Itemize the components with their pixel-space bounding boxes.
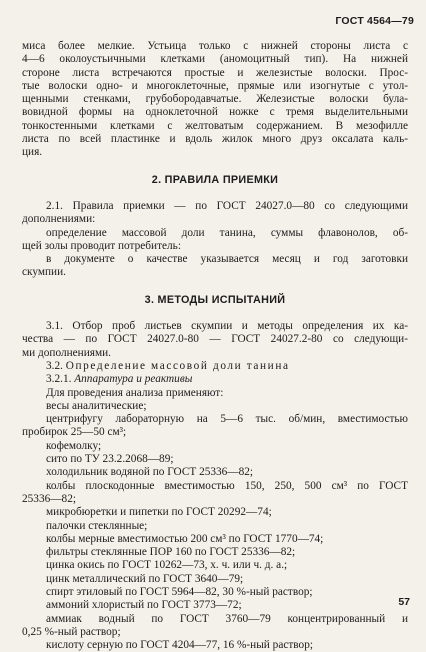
subsection-number: 3.2.1. [46, 373, 72, 386]
paragraph-2-1 [22, 200, 408, 227]
section-heading-test-methods: 3. МЕТОДЫ ИСПЫТАНИЙ [144, 293, 286, 306]
list-item: аммиак водный по ГОСТ 3760—79 концентрированный и [46, 612, 408, 625]
text-line: щей золы проводит потребитель: [22, 239, 181, 252]
list-item: колбы плоскодонные вместимостью 150, 250, 500 см³ по ГОСТ [46, 479, 408, 492]
text-line: в документе о качестве указывается месяц и год заготовки [46, 253, 408, 266]
list-item: сито по ТУ 23.2.2068—89; [46, 453, 174, 466]
text-line: ция. [22, 146, 43, 159]
list-item: фильтры стеклянные ПОР 160 по ГОСТ 25336—82; [46, 546, 296, 559]
list-item: 25336—82; [22, 492, 76, 505]
text-line: миса более мелкие. Устьица только с нижней стороны листа с [22, 40, 408, 52]
subsection-title: Аппаратура и реактивы [74, 373, 193, 386]
page-header-code: ГОСТ 4564—79 [335, 15, 414, 27]
section-heading-acceptance: 2. ПРАВИЛА ПРИЕМКИ [151, 173, 279, 186]
text-line: вовидной формы на одноклеточной ножке с тремя выделительными [22, 106, 408, 119]
text-line: 3.1. Отбор проб листьев скумпии и методы определения их ка- [46, 320, 408, 333]
text-line: ми дополнениями. [22, 346, 111, 359]
subsection-heading-tannin [22, 360, 408, 373]
text-line: стороне листа встречаются простые и железистые волоски. Прос- [22, 66, 408, 79]
text-line: дополнениями: [22, 213, 96, 226]
text-line: скумпии. [22, 266, 66, 279]
list-item: аммоний хлористый по ГОСТ 3773—72; [46, 599, 242, 612]
subsection-heading-apparatus [22, 373, 408, 386]
list-item: цинк металлический по ГОСТ 3640—79; [46, 572, 244, 585]
paragraph-3-1 [22, 320, 408, 360]
paragraph-2-1-a [22, 227, 408, 254]
page-number: 57 [398, 596, 410, 608]
list-item: колбы мерные вместимостью 200 см³ по ГОСТ 1770—74; [46, 532, 324, 545]
text-line: листа по всей пластинке и вдоль жилок много друз оксалата каль- [22, 133, 408, 146]
paragraph-description [22, 40, 408, 160]
subsection-number: 3.2. [46, 359, 63, 372]
text-line: тонкостенными клетками с желтоватым содержанием. В мезофилле [22, 119, 408, 132]
document-body [22, 40, 408, 652]
list-item: микробюретки и пипетки по ГОСТ 20292—74; [46, 506, 272, 519]
text-line: тые волоски одно- и многоклеточные, прямые или изогнутые с утол- [22, 79, 408, 92]
list-item: весы аналитические; [46, 399, 147, 412]
subsection-title: Определение массовой доли танина [65, 359, 290, 372]
apparatus-list [22, 387, 408, 652]
paragraph-2-1-b [22, 253, 408, 280]
list-item: Для проведения анализа применяют: [46, 386, 224, 399]
list-item: пробирок 25—50 см³; [22, 426, 127, 439]
list-item: кофемолку; [46, 439, 102, 452]
list-item: спирт этиловый по ГОСТ 5964—82, 30 %-ный раствор; [46, 585, 313, 598]
text-line: определение массовой доли танина, суммы флавонолов, об- [46, 226, 408, 239]
text-line: щенными стенками, грубобородавчатые. Железистые волоски була- [22, 93, 408, 106]
list-item: 0,25 %-ный раствор; [22, 625, 121, 638]
text-line: чества — по ГОСТ 24027.0-80 — ГОСТ 24027.2-80 со следующи- [22, 333, 408, 346]
text-line: 4—6 околоустьичными клетками (аномоцитный тип). На нижней [22, 53, 408, 66]
text-line: 2.1. Правила приемки — по ГОСТ 24027.0—80 со следующими [46, 199, 408, 212]
list-item: палочки стеклянные; [46, 519, 148, 532]
list-item: холодильник водяной по ГОСТ 25336—82; [46, 466, 254, 479]
list-item: кислоту серную по ГОСТ 4204—77, 16 %-ный раствор; [46, 639, 313, 652]
list-item: цинка окись по ГОСТ 10262—73, х. ч. или ч. д. а.; [46, 559, 288, 572]
list-item: центрифугу лабораторную на 5—6 тыс. об/мин, вместимостью [46, 413, 408, 426]
